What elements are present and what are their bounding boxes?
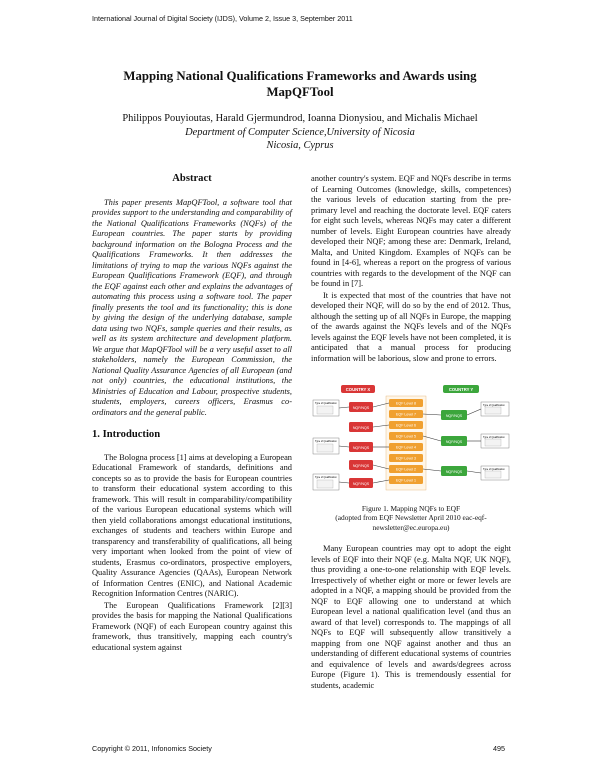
left-column: [92, 174, 292, 653]
right-qual-label-1: Type of Qualification: [483, 404, 505, 407]
figure-caption: Figure 1. Mapping NQFs to EQF: [361, 504, 461, 513]
right-nqf-group: [441, 410, 467, 476]
authors-block: [90, 112, 510, 153]
left-nqf-label-3: NQF/NQS: [352, 446, 370, 450]
left-nqf-label-4: NQF/NQS: [352, 464, 370, 468]
left-nqf-label-1: NQF/NQS: [352, 406, 370, 410]
right-paragraph-2: It is expected that most of the countries that have not developed their NQF, will do so by the end of 2012. Thus, although the setting up of all NQFs in Europe, the mapping of the awards against the NQFs levels and of the NQFs levels against the EQF levels have not been completed, it is anticipated that a manual process for producing information will be laborious, slow and prone to errors.: [311, 290, 511, 363]
arrow-qual-nqf-1: [339, 407, 349, 408]
right-nqf-label-1: NQF/NQS: [445, 414, 463, 418]
author-names: Philippos Pouyioutas, Harald Gjermundrod, Ioanna Dionysiou, and Michalis Michael: [122, 113, 478, 124]
eqf-level-3: [389, 454, 423, 462]
paper-title: Mapping National Qualifications Frameworks and Awards using MapQFTool: [123, 69, 477, 99]
abstract-text: This paper presents MapQFTool, a software tool that provides support to the understanding and comparability of the National Qualifications Frameworks (NQFs) of the European countries. The paper starts by providing background information on the Bologna Process and the Qualifications Frameworks. It then addresses the limitations of trying to map the various NQFs against the European Qualifications Framework (EQF), and through the EQF against each other and explains the advantages of automating this process using a software tool. The paper finally presents the tool and its functionality; this is done by giving the design of the underlying database, sample data using two NQFs, sample queries and their results, as well as its system architecture and development platform. We argue that MapQFTool will be a very useful asset to all stakeholders, namely the European Commission, the National Quality Assurance Agencies of all European (and not only) countries, the educational institutions, the Ministries of Education and Labour, prospective students, students, employers, careers officers, Erasmus co-ordinators and the general public.: [92, 197, 292, 417]
figure-mapping-diagram: [311, 382, 511, 500]
eqf-level-3-label: EQF Level 3: [396, 456, 416, 461]
arrow-qual-nqf-2: [339, 446, 349, 447]
right-paragraph-3: Many European countries may opt to adopt the eight levels of EQF into their NQF (e.g. Malta NQF, UK NQF), thus providing a one-to-one relationship with EQF levels. Irrespectively of whether eight or more or fewer levels are adopted in a NQF, a mapping should be provided from the NQF to EQF allowing one to understand at which European level a national qualification level (and thus an award of that level) corresponds to. The mappings of all NQFs to EQF will subsequently allow transitively a mapping from one NQF against another and thus an understanding of different educational systems of countries and equivalence of levels and awards/degrees across Europe (Figure 1). This is tremendously essential for students, academic: [311, 544, 511, 690]
figure-source: (adopted from EQF Newsletter April 2010 eac-eqf-newsletter@ec.europa.eu): [335, 513, 487, 532]
eqf-level-5: [389, 432, 423, 440]
arrow-nqf-qual-3: [467, 471, 481, 473]
eqf-level-7: [389, 410, 423, 418]
country-y-header: COUNTRY Y: [448, 387, 474, 392]
left-nqf-label-2: NQF/NQS: [352, 426, 370, 430]
right-qual-label-3: Type of Qualification: [483, 468, 505, 471]
eqf-level-4-label: EQF Level 4: [396, 445, 416, 450]
right-qual-label-2: Type of Qualification: [483, 436, 505, 439]
eqf-level-8: [389, 399, 423, 407]
left-qual-label-2: Type of Qualification: [315, 440, 337, 443]
left-qual-doc-1: [317, 406, 333, 414]
right-qualifications: [481, 402, 509, 480]
footer-copyright: Copyright © 2011, Infonomics Society: [92, 744, 212, 753]
journal-header: International Journal of Digital Society (IJDS), Volume 2, Issue 3, September 2011: [92, 14, 353, 23]
eqf-level-2: [389, 465, 423, 473]
eqf-level-2-label: EQF Level 2: [396, 467, 416, 472]
left-qualifications: [313, 400, 339, 490]
arrow-nqf-qual-1: [467, 409, 481, 415]
right-paragraph-1: another country's system. EQF and NQFs describe in terms of Learning Outcomes (knowledge, skills, competences) the various levels of education starting from the pre-primary level and reaching the doctorate level. EQF caters for eight such levels, whereas NQFs may cater a different number of levels. Eight European countries have already developed their NQF; among these are: Denmark, Ireland, Malta, and United Kingdom. Examples of NQFs can be found in [4-6], whereas a report on the progress of various countries with regards to the development of the NQF can be found in [7].: [311, 174, 511, 288]
right-qual-doc-3: [485, 471, 501, 478]
eqf-level-8-label: EQF Level 8: [396, 401, 416, 406]
left-qual-label-1: Type of Qualification: [315, 402, 337, 405]
introduction-heading: 1. Introduction: [92, 429, 161, 440]
left-qual-doc-3: [317, 480, 333, 488]
eqf-level-1: [389, 476, 423, 484]
eqf-level-6: [389, 421, 423, 429]
left-qual-doc-2: [317, 444, 333, 452]
arrow-qual-nqf-3: [339, 482, 349, 483]
eqf-level-4: [389, 443, 423, 451]
author-location: Nicosia, Cyprus: [266, 140, 334, 151]
intro-paragraph-2: The European Qualifications Framework [2][3] provides the basis for mapping the National Qualifications Framework (NQF) of each European country against this framework, thus transitively, mapping each country's educational system against: [92, 600, 292, 652]
left-qual-label-3: Type of Qualification: [315, 476, 337, 479]
eqf-level-6-label: EQF Level 6: [396, 423, 416, 428]
eqf-level-5-label: EQF Level 5: [396, 434, 416, 439]
author-department: Department of Computer Science,University of Nicosia: [185, 126, 415, 138]
left-nqf-group: [349, 402, 373, 488]
country-x-header: COUNTRY X: [345, 387, 371, 392]
page-number: 495: [493, 744, 505, 753]
right-column: [311, 174, 511, 691]
figure-caption-block: [311, 504, 511, 532]
right-qual-doc-1: [485, 407, 501, 414]
eqf-levels: [386, 396, 426, 490]
eqf-level-1-label: EQF Level 1: [396, 478, 416, 483]
right-nqf-label-3: NQF/NQS: [445, 470, 463, 474]
intro-paragraph-1: The Bologna process [1] aims at developing a European Educational Framework of standards, definitions and concepts so as to provide the basis for European countries to transform their educational system according to this framework. This will result in comparability/compatibility of the various European educational systems which will then yield collaborations amongst educational institutions, exchanges of students and teachers within Europe and transparency and transferability of qualifications, all being very important when looked from the point of view of students, Erasmus co-ordinators, prospective employers, Quality Assurance Agencies (QAAs), European Network of Information Centres (ENIC), and National Academic Recognition Information Centres (NARIC).: [92, 452, 292, 598]
right-nqf-label-2: NQF/NQS: [445, 440, 463, 444]
right-qual-doc-2: [485, 439, 501, 446]
abstract-heading: Abstract: [172, 173, 212, 184]
eqf-level-7-label: EQF Level 7: [396, 412, 416, 417]
left-nqf-label-5: NQF/NQS: [352, 482, 370, 486]
